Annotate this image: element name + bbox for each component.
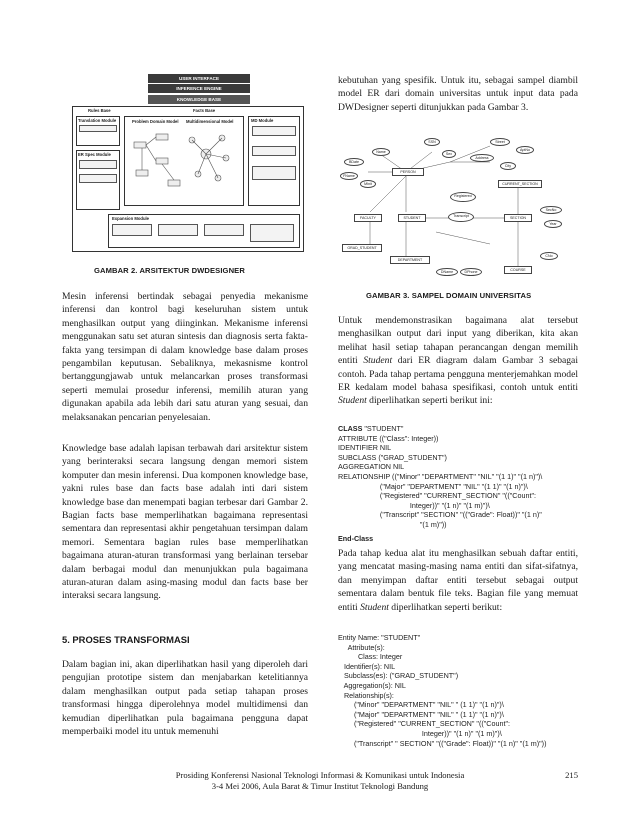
code-keyword: End-Class bbox=[338, 533, 374, 543]
emphasis-student: Student bbox=[360, 601, 389, 613]
figure-architecture bbox=[68, 74, 306, 254]
er-attr-fname: FName bbox=[340, 172, 358, 180]
expansion-rules-box-3 bbox=[204, 224, 244, 236]
inference-engine-layer: INFERENCE ENGINE bbox=[148, 84, 250, 93]
er-attr-secno: SecNo bbox=[540, 206, 562, 214]
syntax-rules-box bbox=[79, 125, 117, 132]
er-rel-transcript: Transcript bbox=[448, 212, 474, 222]
code-line: Relationship(s): bbox=[338, 690, 394, 700]
code-line: AGGREGATION NIL bbox=[338, 462, 405, 472]
model-graph bbox=[126, 124, 244, 204]
er-entity-person: PERSON bbox=[392, 168, 424, 176]
er-attr-sex: Sex bbox=[442, 150, 456, 158]
code-line: Subclass(es): ("GRAD_STUDENT") bbox=[338, 671, 459, 681]
er-entity-department: DEPARTMENT bbox=[390, 256, 430, 264]
code-line: Integer))" "(1 n)" "(1 m)")\ bbox=[338, 500, 490, 510]
er-attr-year: Year bbox=[544, 220, 562, 228]
expansion-rules-box-4 bbox=[250, 224, 294, 242]
class-inference-rules-box bbox=[79, 160, 117, 169]
code-line: IDENTIFIER NIL bbox=[338, 443, 392, 453]
er-attr-minit: MInit bbox=[360, 180, 376, 188]
er-entity-student: STUDENT bbox=[398, 214, 426, 222]
expansion-module-label: Expansion Module bbox=[112, 216, 149, 221]
text-run: diperlihatkan seperti berikut: bbox=[388, 601, 503, 613]
expansion-rules-box-2 bbox=[158, 224, 198, 236]
code-line: Integer))" "(1 n)" "(1 m)")\ bbox=[338, 728, 502, 738]
right-paragraph-2 bbox=[338, 314, 578, 408]
translation-module-label: Translation Module bbox=[78, 118, 117, 123]
er-entity-section: SECTION bbox=[504, 214, 532, 222]
md-rules-box-3 bbox=[252, 166, 296, 180]
figure-er-diagram bbox=[340, 132, 572, 280]
er-attr-cno: CNo bbox=[540, 252, 558, 260]
code-line: "(1 m)")) bbox=[338, 519, 447, 529]
figure2-caption: GAMBAR 2. ARSITEKTUR DWDESIGNER bbox=[94, 266, 245, 275]
code-block-class-spec bbox=[338, 424, 542, 543]
code-line: Attribute(s): bbox=[338, 642, 385, 652]
code-line: ("Transcript" " SECTION" "(("Grade": Float))" "(1 n)" "(1 m)")) bbox=[338, 738, 547, 748]
code-line: RELATIONSHIP (("Minor" "DEPARTMENT" "NIL" "(1 1)" "(1 n)")\ bbox=[338, 471, 543, 481]
figure3-caption: GAMBAR 3. SAMPEL DOMAIN UNIVERSITAS bbox=[366, 291, 532, 300]
page-footer bbox=[62, 770, 578, 793]
er-attr-dphone: DPhone bbox=[460, 268, 482, 276]
emphasis-student: Student bbox=[363, 355, 393, 367]
code-block-entity-list bbox=[338, 633, 546, 748]
er-attr-bdate: BDate bbox=[344, 158, 364, 166]
er-attr-aptno: AptNo bbox=[516, 146, 534, 154]
class-designation-rules-box bbox=[79, 174, 117, 183]
left-paragraph-1: Mesin inferensi bertindak sebagai penyedia mekanisme inferensi dan kontrol bagi keseluruhan sistem untuk menghasilkan output yang diinginkan. Mekanisme inferensi menggunakan satu set aturan sintesis dan diagnosis serta fakta-fakta yang tersimpan di dalam knowledge base dalam proses pengambilan keputusan. Sebaliknya, mekasnisme kontrol bertanggungjawab untuk melancarkan proses transformasi seperti memulai prosedur inferensi, memilih aturan yang digunakan apabila ada lebih dari satu aturan yang sesuai, dan melaksanakan pencarian penyelesaian. bbox=[62, 291, 308, 423]
section-heading: 5. PROSES TRANSFORMASI bbox=[62, 634, 190, 645]
er-entity-grad-student: GRAD_STUDENT bbox=[342, 244, 382, 252]
code-line bbox=[338, 534, 542, 544]
code-line: Entity Name: "STUDENT" bbox=[338, 633, 421, 642]
footer-line-1: Prosiding Konferensi Nasional Teknologi Informasi & Komunikasi untuk Indonesia bbox=[175, 770, 465, 780]
rules-base-label: Rules Base bbox=[88, 108, 111, 113]
md-module-label: MD Module bbox=[251, 118, 274, 123]
text-run: diperlihatkan seperti berikut ini: bbox=[366, 395, 493, 407]
code-line: ATTRIBUTE (("Class": Integer)) bbox=[338, 433, 439, 443]
code-line: ("Major" "DEPARTMENT" "NIL" "(1 1)" "(1 n)")\ bbox=[338, 481, 528, 491]
multidimensional-model-label: Multidimensional Model bbox=[186, 119, 234, 124]
code-line: SUBCLASS ("GRAD_STUDENT") bbox=[338, 452, 447, 462]
code-line: ("Registered" "CURRENT_SECTION" "(("Count": bbox=[338, 719, 511, 729]
right-paragraph-1: kebutuhan yang spesifik. Untuk itu, sebagai sampel diambil model ER dari domain universitas untuk input data pada DWDesigner seperti ditunjukkan pada Gambar 3. bbox=[338, 75, 578, 113]
left-paragraph-3: Dalam bagian ini, akan diperlihatkan hasil yang diperoleh dari pengujian prototipe sistem dan menjabarkan ketelitiannya dalam menghasilkan output pada setiap tahapan proses transformasi hingga diperolehnya model multidimensi dan kemudian diperlihatkan pula bagaimana pengguna dapat memperbaiki model itu untuk memenuhi bbox=[62, 659, 308, 738]
er-entity-current-section: CURRENT_SECTION bbox=[498, 180, 542, 188]
text-run: Untuk mendemonstrasikan bagaimana alat tersebut menghasilkan output dari input yang diberikan, kita akan melihat hasil setiap tahapan perancangan dengan memilih entiti bbox=[338, 315, 578, 367]
er-attr-dname: DName bbox=[436, 268, 458, 276]
er-spec-module-label: ER Spec Module bbox=[78, 152, 111, 157]
er-attr-city: City bbox=[500, 162, 516, 170]
emphasis-student: Student bbox=[338, 395, 367, 407]
code-line: ("Transcript" "SECTION" "(("Grade": Float))" "(1 n)" bbox=[338, 510, 542, 520]
right-paragraph-3 bbox=[338, 547, 578, 614]
text-run: Pada tahap kedua alat itu menghasilkan sebuah daftar entiti, yang mencatat masing-masing nama entiti dan sifat-sifatnya, dan menyimpan daftar entiti tersebut sebagai output sementara dalam bentuk file teks. Bagian file yang memuat entiti bbox=[338, 548, 578, 613]
er-attr-name: Name bbox=[372, 148, 390, 156]
page-number: 215 bbox=[565, 770, 578, 780]
code-keyword: CLASS bbox=[338, 424, 363, 433]
er-entity-course: COURSE bbox=[504, 266, 532, 274]
er-attr-street: Street bbox=[490, 138, 510, 146]
er-entity-faculty: FACULTY bbox=[354, 214, 382, 222]
knowledge-base-layer: KNOWLEDGE BASE bbox=[148, 95, 250, 104]
facts-base-label: Facts Base bbox=[193, 108, 216, 113]
code-line: Class: Integer bbox=[338, 652, 403, 662]
code-line: Identifier(s): NIL bbox=[338, 661, 396, 671]
text-run: dari ER diagram dalam Gambar 3 sebagai contoh. Pada tahap pertama pengguna menterjemahkan model ER kedalam model bahasa spesifikasi, contoh untuk entiti bbox=[338, 355, 578, 394]
er-attr-address: Address bbox=[470, 154, 494, 162]
code-line: ("Minor" "DEPARTMENT" "NIL" " (1 1)" "(1 n)")\ bbox=[338, 700, 504, 710]
code-line: ("Major" "DEPARTMENT" "NIL" " (1 1)" "(1 n)")\ bbox=[338, 709, 504, 719]
er-attr-ssn: SSN bbox=[424, 138, 440, 146]
user-interface-layer: USER INTERFACE bbox=[148, 74, 250, 83]
problem-domain-model-label: Problem Domain Model bbox=[132, 119, 179, 124]
footer-line-2: 3-4 Mei 2006, Aula Barat & Timur Institut Teknologi Bandung bbox=[211, 781, 429, 792]
left-paragraph-2: Knowledge base adalah lapisan terbawah dari arsitektur sistem yang berinteraksi secara langsung dengan memori sistem komputer dan mesin inferensi. Dua komponen knowledge base, yakni rules base dan facts base adalah inti dari sistem knowledge base dan menempati bagian terbesar dari Gambar 2. Bagian facts base memperlihatkan bagaimana representasi sementara dan representasi akhir pengetahuan tersimpan dalam memori. Sementara bagian rules base memperlihatkan bagaimana aturan-aturan transformasi yang berlainan tersebar dalam berbagai modul dan menunjukkan pula bagaimana aturan-aturan dalam asing-masing modul dan facts base ber interaksi secara langsung. bbox=[62, 443, 308, 602]
code-line: ("Registered" "CURRENT_SECTION" "(("Count": bbox=[338, 491, 536, 501]
er-rel-registered: Registered bbox=[450, 192, 476, 202]
expansion-rules-box-1 bbox=[112, 224, 152, 236]
md-rules-box-1 bbox=[252, 126, 296, 136]
code-line: CLASS "STUDENT" bbox=[338, 424, 404, 433]
code-line: Aggregation(s): NIL bbox=[338, 680, 406, 690]
md-rules-box-2 bbox=[252, 146, 296, 156]
